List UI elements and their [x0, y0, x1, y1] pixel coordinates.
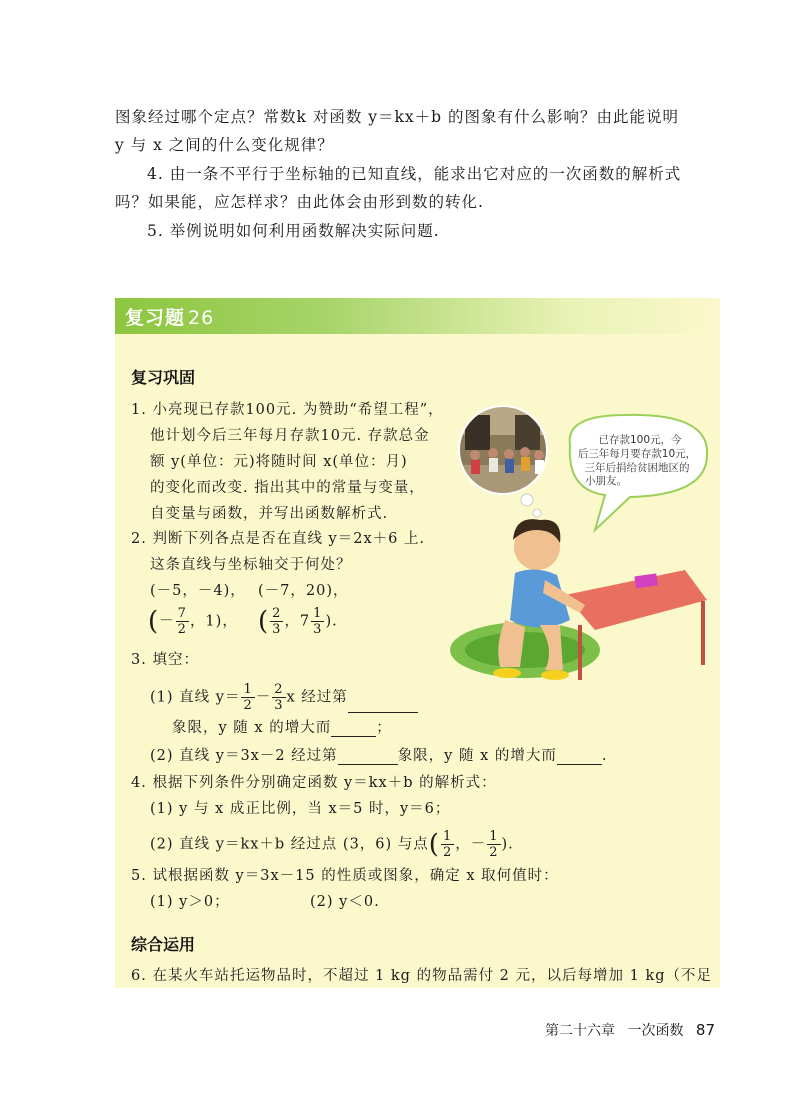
fraction: $\frac{7}{2}$: [177, 606, 187, 637]
point-2: (－7，20)，: [258, 583, 349, 599]
text-line: 吗？如果能，应怎样求？由此体会由形到数的转化.: [115, 193, 484, 211]
blank[interactable]: [348, 698, 418, 713]
fraction: $\frac{2}{3}$: [272, 606, 282, 637]
blank[interactable]: [338, 750, 398, 765]
problem-1-line: 的变化而改变. 指出其中的常量与变量，: [150, 480, 425, 496]
blank[interactable]: [331, 722, 376, 737]
page-number: 87: [695, 1021, 715, 1039]
problem-2-line: 2. 判断下列各点是否在直线 y＝2x＋6 上.: [131, 531, 426, 547]
question-5: 5. 举例说明如何利用函数解决实际问题.: [147, 222, 440, 240]
problem-1-line: 1. 小亮现已存款100元. 为赞助“希望工程”，: [131, 402, 444, 418]
bubble-line: 小朋友。: [585, 475, 627, 487]
fraction: $\frac{1}{2}$: [489, 829, 499, 860]
boy-figure: [450, 519, 707, 680]
footer-chapter: 第二十六章: [545, 1023, 615, 1039]
fraction: $\frac{1}{2}$: [243, 682, 253, 713]
problem-1-line: 额 y(单位：元)将随时间 x(单位：月): [150, 454, 408, 470]
section-title: 综合运用: [131, 935, 196, 954]
problem-3b: (2) 直线 y＝3x－2 经过第 象限，y 随 x 的增大而 .: [150, 748, 608, 764]
thought-dot: [521, 494, 533, 506]
section-title: 复习巩固: [131, 368, 196, 387]
footer-title: 一次函数: [627, 1023, 684, 1039]
point-4: ( $\frac{2}{3}$ ，7 $\frac{1}{3}$ ).: [258, 606, 338, 637]
problem-5b: (2) y＜0.: [310, 894, 380, 910]
point-3: (－ $\frac{7}{2}$ ，1)，: [148, 606, 238, 637]
blank[interactable]: [557, 750, 602, 765]
fraction: $\frac{1}{2}$: [442, 829, 453, 860]
problem-3-title: 3. 填空：: [131, 652, 199, 668]
problem-4-title: 4. 根据下列条件分别确定函数 y＝kx＋b 的解析式：: [131, 775, 497, 791]
problem-2-line: 这条直线与坐标轴交于何处？: [150, 557, 352, 573]
bubble-line: 已存款100元，今: [598, 434, 682, 446]
banner-title: [125, 303, 214, 330]
problem-1-line: 自变量与函数，并写出函数解析式.: [150, 506, 389, 522]
banner-title-text: 复习题: [125, 307, 186, 329]
point-1: (－5，－4)，: [150, 583, 246, 599]
review-banner: [115, 298, 720, 334]
problem-4a: (1) y 与 x 成正比例，当 x＝5 时，y＝6；: [150, 801, 451, 817]
problem-3a-cont: 象限，y 随 x 的增大而 ；: [172, 720, 392, 736]
fraction: $\frac{1}{3}$: [313, 606, 323, 637]
question-4: 4. 由一条不平行于坐标轴的已知直线，能求出它对应的一次函数的解析式: [147, 165, 682, 183]
photo-circle: [455, 405, 555, 495]
text-line: y 与 x 之间的什么变化规律？: [115, 136, 334, 154]
banner-number: 26: [188, 307, 215, 329]
problem-6-line: 6. 在某火车站托运物品时，不超过 1 kg 的物品需付 2 元，以后每增加 1 kg（不足: [131, 968, 713, 984]
illustration: [445, 405, 715, 695]
problem-5a: (1) y＞0；: [150, 894, 230, 910]
problem-3a: (1) 直线 y＝ $\frac{1}{2}$ － $\frac{2}{3}$ x 经过第: [150, 682, 418, 713]
problem-1-line: 他计划今后三年每月存款10元. 存款总金: [150, 428, 430, 444]
thought-dot: [533, 509, 541, 517]
fraction: $\frac{2}{3}$: [274, 682, 284, 713]
bubble-line: 后三年每月要存款10元，: [577, 448, 697, 460]
problem-4b: (2) 直线 y＝kx＋b 经过点 (3，6) 与点( $\frac{1}{2}$ ，－ $\frac{1}{2}$ ).: [150, 829, 514, 860]
page-footer: [537, 1020, 715, 1040]
problem-5-title: 5. 试根据函数 y＝3x－15 的性质或图象，确定 x 取何值时：: [131, 868, 559, 884]
text-line: 图象经过哪个定点？常数k 对函数 y＝kx＋b 的图象有什么影响？由此能说明: [115, 108, 679, 126]
bubble-line: 三年后捐给贫困地区的: [584, 462, 690, 474]
